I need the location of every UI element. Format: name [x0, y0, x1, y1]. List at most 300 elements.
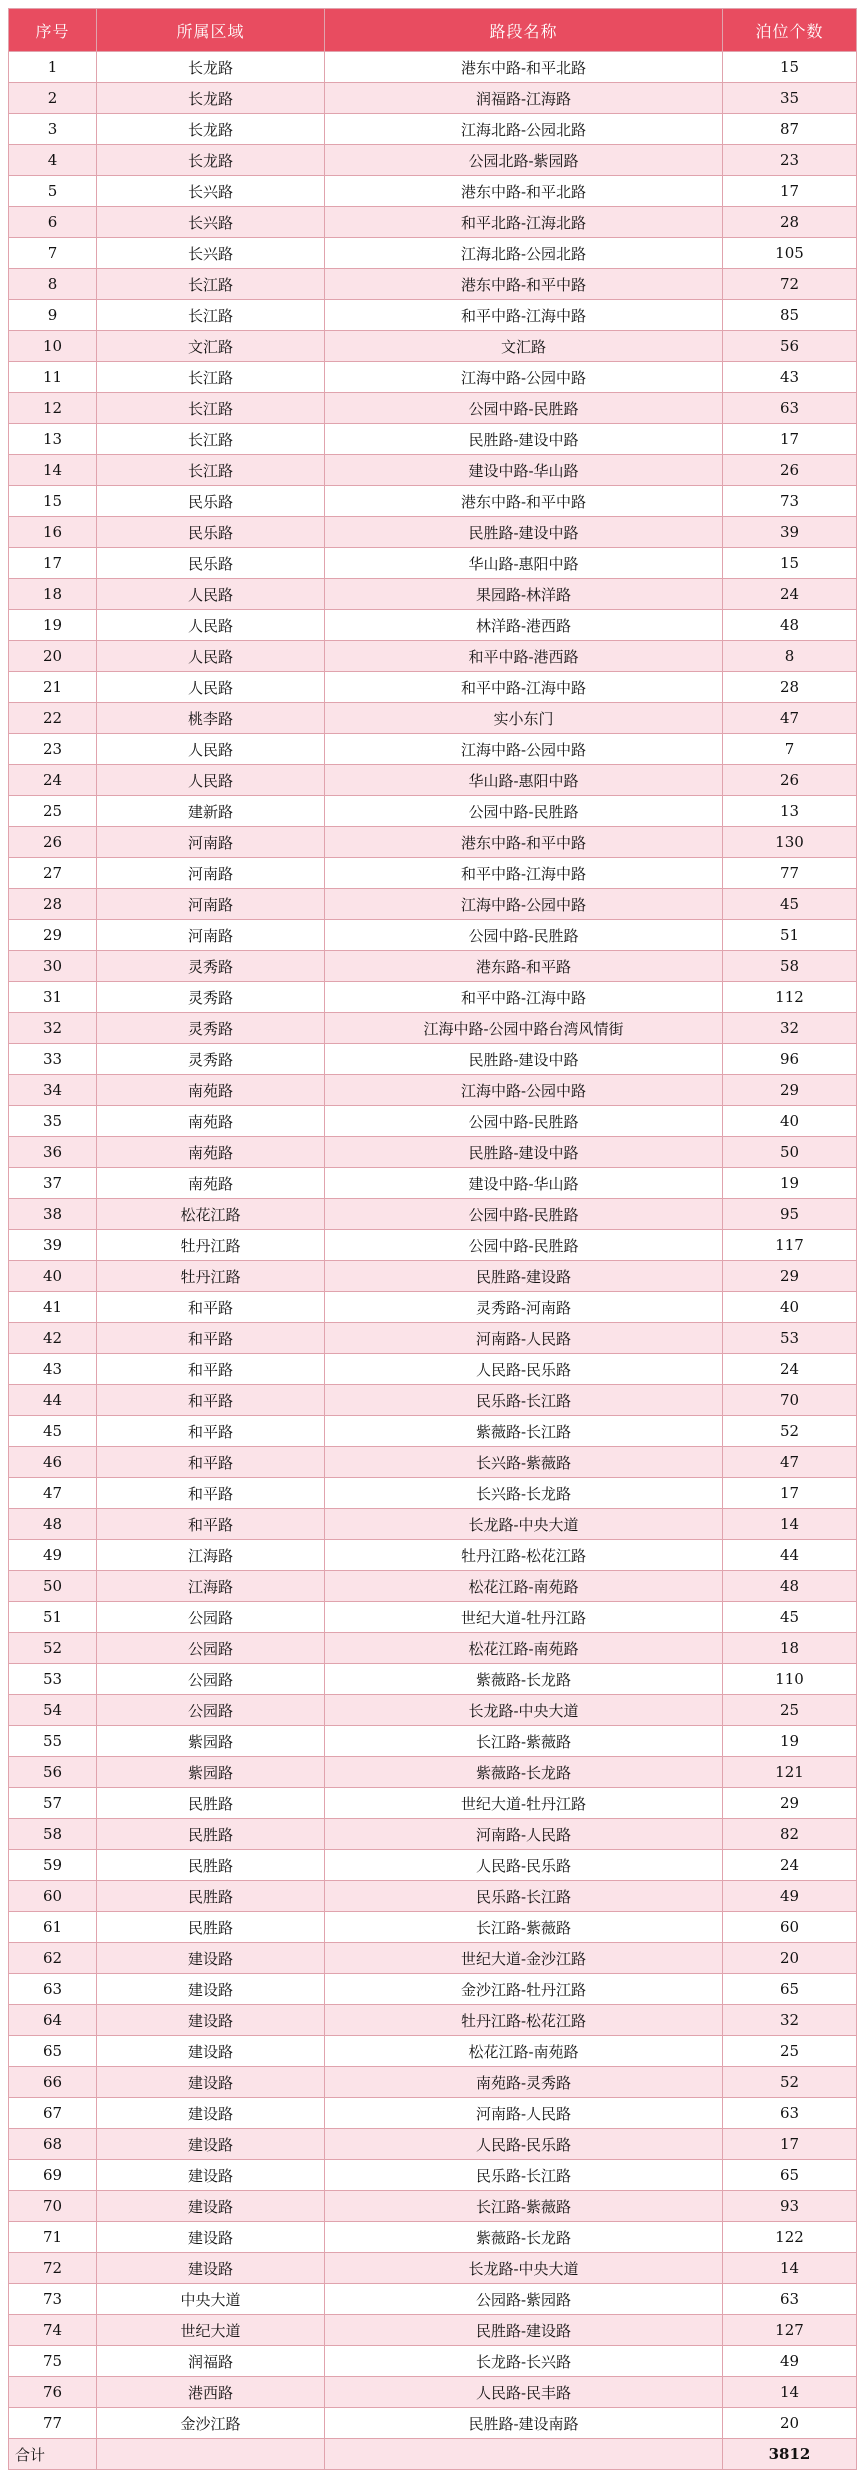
table-row: [9, 1943, 857, 1974]
cell-road-section: 河南路-人民路: [325, 2098, 723, 2129]
table-row: [9, 455, 857, 486]
cell-index: 62: [9, 1943, 97, 1974]
cell-index: 57: [9, 1788, 97, 1819]
table-row: [9, 1509, 857, 1540]
cell-area: 民乐路: [97, 548, 325, 579]
cell-road-section: 港东路-和平路: [325, 951, 723, 982]
cell-index: 34: [9, 1075, 97, 1106]
cell-berth-count: 32: [723, 2005, 857, 2036]
cell-road-section: 港东中路-和平中路: [325, 486, 723, 517]
cell-area: 和平路: [97, 1292, 325, 1323]
cell-index: 67: [9, 2098, 97, 2129]
cell-area: 建设路: [97, 2005, 325, 2036]
cell-index: 23: [9, 734, 97, 765]
cell-index: 70: [9, 2191, 97, 2222]
cell-road-section: 民胜路-建设中路: [325, 517, 723, 548]
header-area: 所属区域: [97, 9, 325, 52]
cell-road-section: 民胜路-建设南路: [325, 2408, 723, 2439]
cell-area: 长江路: [97, 269, 325, 300]
table-row: [9, 207, 857, 238]
cell-berth-count: 48: [723, 610, 857, 641]
cell-index: 65: [9, 2036, 97, 2067]
cell-road-section: 民乐路-长江路: [325, 2160, 723, 2191]
table-row: [9, 1478, 857, 1509]
cell-road-section: 世纪大道-牡丹江路: [325, 1788, 723, 1819]
cell-area: 建设路: [97, 2098, 325, 2129]
cell-area: 灵秀路: [97, 1044, 325, 1075]
cell-berth-count: 13: [723, 796, 857, 827]
table-row: [9, 641, 857, 672]
cell-berth-count: 47: [723, 703, 857, 734]
cell-index: 46: [9, 1447, 97, 1478]
cell-road-section: 长江路-紫薇路: [325, 1726, 723, 1757]
cell-berth-count: 14: [723, 2253, 857, 2284]
cell-area: 文汇路: [97, 331, 325, 362]
cell-index: 73: [9, 2284, 97, 2315]
cell-area: 建设路: [97, 2129, 325, 2160]
table-row: [9, 858, 857, 889]
table-row: [9, 2005, 857, 2036]
cell-road-section: 民胜路-建设中路: [325, 1137, 723, 1168]
cell-area: 公园路: [97, 1633, 325, 1664]
cell-index: 74: [9, 2315, 97, 2346]
cell-area: 建设路: [97, 2222, 325, 2253]
cell-berth-count: 19: [723, 1168, 857, 1199]
cell-road-section: 江海北路-公园北路: [325, 238, 723, 269]
cell-index: 35: [9, 1106, 97, 1137]
cell-index: 37: [9, 1168, 97, 1199]
cell-road-section: 港东中路-和平北路: [325, 176, 723, 207]
cell-index: 63: [9, 1974, 97, 2005]
cell-area: 建设路: [97, 2036, 325, 2067]
cell-index: 25: [9, 796, 97, 827]
cell-area: 长兴路: [97, 238, 325, 269]
cell-area: 长江路: [97, 300, 325, 331]
table-row: [9, 300, 857, 331]
cell-berth-count: 18: [723, 1633, 857, 1664]
cell-road-section: 和平中路-江海中路: [325, 982, 723, 1013]
cell-berth-count: 60: [723, 1912, 857, 1943]
cell-berth-count: 122: [723, 2222, 857, 2253]
cell-area: 灵秀路: [97, 951, 325, 982]
cell-index: 15: [9, 486, 97, 517]
table-row: [9, 2284, 857, 2315]
cell-road-section: 民胜路-建设路: [325, 1261, 723, 1292]
cell-road-section: 港东中路-和平北路: [325, 52, 723, 83]
cell-road-section: 长兴路-长龙路: [325, 1478, 723, 1509]
cell-area: 和平路: [97, 1478, 325, 1509]
cell-road-section: 松花江路-南苑路: [325, 1571, 723, 1602]
cell-road-section: 松花江路-南苑路: [325, 1633, 723, 1664]
cell-index: 77: [9, 2408, 97, 2439]
cell-area: 人民路: [97, 641, 325, 672]
cell-berth-count: 29: [723, 1261, 857, 1292]
cell-area: 民乐路: [97, 517, 325, 548]
cell-road-section: 人民路-民乐路: [325, 1354, 723, 1385]
cell-area: 和平路: [97, 1416, 325, 1447]
cell-area: 中央大道: [97, 2284, 325, 2315]
cell-road-section: 紫薇路-长江路: [325, 1416, 723, 1447]
cell-index: 55: [9, 1726, 97, 1757]
table-row: [9, 114, 857, 145]
cell-index: 13: [9, 424, 97, 455]
table-row: [9, 1757, 857, 1788]
cell-index: 27: [9, 858, 97, 889]
cell-index: 20: [9, 641, 97, 672]
table-row: [9, 1974, 857, 2005]
cell-area: 建设路: [97, 1943, 325, 1974]
cell-berth-count: 72: [723, 269, 857, 300]
cell-road-section: 公园中路-民胜路: [325, 1199, 723, 1230]
cell-index: 40: [9, 1261, 97, 1292]
cell-area: 建设路: [97, 2253, 325, 2284]
cell-index: 22: [9, 703, 97, 734]
cell-berth-count: 45: [723, 889, 857, 920]
cell-index: 75: [9, 2346, 97, 2377]
cell-berth-count: 112: [723, 982, 857, 1013]
table-row: [9, 1354, 857, 1385]
table-row: [9, 1230, 857, 1261]
cell-area: 牡丹江路: [97, 1261, 325, 1292]
table-row: [9, 2160, 857, 2191]
cell-berth-count: 19: [723, 1726, 857, 1757]
cell-index: 61: [9, 1912, 97, 1943]
cell-area: 长龙路: [97, 145, 325, 176]
cell-berth-count: 95: [723, 1199, 857, 1230]
cell-berth-count: 52: [723, 2067, 857, 2098]
cell-road-section: 和平北路-江海北路: [325, 207, 723, 238]
cell-berth-count: 87: [723, 114, 857, 145]
cell-road-section: 华山路-惠阳中路: [325, 765, 723, 796]
table-row: [9, 1664, 857, 1695]
table-row: [9, 1540, 857, 1571]
cell-road-section: 江海中路-公园中路: [325, 889, 723, 920]
cell-index: 10: [9, 331, 97, 362]
cell-road-section: 果园路-林洋路: [325, 579, 723, 610]
cell-area: 松花江路: [97, 1199, 325, 1230]
cell-index: 58: [9, 1819, 97, 1850]
cell-berth-count: 14: [723, 1509, 857, 1540]
cell-berth-count: 17: [723, 424, 857, 455]
cell-area: 长兴路: [97, 176, 325, 207]
cell-area: 河南路: [97, 889, 325, 920]
cell-index: 12: [9, 393, 97, 424]
cell-road-section: 紫薇路-长龙路: [325, 2222, 723, 2253]
cell-area: 公园路: [97, 1664, 325, 1695]
cell-berth-count: 25: [723, 2036, 857, 2067]
cell-berth-count: 58: [723, 951, 857, 982]
cell-area: 长龙路: [97, 52, 325, 83]
cell-area: 公园路: [97, 1695, 325, 1726]
table-row: [9, 1168, 857, 1199]
cell-index: 54: [9, 1695, 97, 1726]
cell-road-section: 灵秀路-河南路: [325, 1292, 723, 1323]
cell-index: 7: [9, 238, 97, 269]
table-row: [9, 238, 857, 269]
cell-area: 长龙路: [97, 114, 325, 145]
cell-index: 45: [9, 1416, 97, 1447]
table-row: [9, 765, 857, 796]
cell-berth-count: 17: [723, 2129, 857, 2160]
cell-berth-count: 49: [723, 2346, 857, 2377]
cell-area: 和平路: [97, 1323, 325, 1354]
table-row: [9, 2408, 857, 2439]
table-row: [9, 2129, 857, 2160]
cell-index: 18: [9, 579, 97, 610]
cell-index: 38: [9, 1199, 97, 1230]
cell-road-section: 润福路-江海路: [325, 83, 723, 114]
cell-road-section: 公园路-紫园路: [325, 2284, 723, 2315]
cell-berth-count: 56: [723, 331, 857, 362]
cell-road-section: 河南路-人民路: [325, 1323, 723, 1354]
table-row: [9, 982, 857, 1013]
cell-road-section: 长江路-紫薇路: [325, 1912, 723, 1943]
table-row: [9, 889, 857, 920]
cell-area: 民胜路: [97, 1912, 325, 1943]
cell-index: 24: [9, 765, 97, 796]
cell-berth-count: 28: [723, 207, 857, 238]
cell-road-section: 和平中路-江海中路: [325, 858, 723, 889]
cell-area: 河南路: [97, 858, 325, 889]
table-row: [9, 2253, 857, 2284]
cell-area: 公园路: [97, 1602, 325, 1633]
cell-berth-count: 32: [723, 1013, 857, 1044]
cell-area: 世纪大道: [97, 2315, 325, 2346]
cell-berth-count: 82: [723, 1819, 857, 1850]
cell-index: 53: [9, 1664, 97, 1695]
table-row: [9, 796, 857, 827]
cell-berth-count: 15: [723, 52, 857, 83]
cell-road-section: 江海中路-公园中路台湾风情街: [325, 1013, 723, 1044]
table-row: [9, 1602, 857, 1633]
cell-index: 49: [9, 1540, 97, 1571]
table-row: [9, 52, 857, 83]
table-row: [9, 1726, 857, 1757]
table-row: [9, 1416, 857, 1447]
cell-berth-count: 25: [723, 1695, 857, 1726]
cell-road-section: 公园中路-民胜路: [325, 1106, 723, 1137]
table-row: [9, 1819, 857, 1850]
total-empty-cell: [97, 2439, 325, 2470]
cell-index: 30: [9, 951, 97, 982]
cell-berth-count: 17: [723, 176, 857, 207]
cell-index: 14: [9, 455, 97, 486]
cell-area: 长江路: [97, 393, 325, 424]
table-row: [9, 1571, 857, 1602]
cell-berth-count: 47: [723, 1447, 857, 1478]
cell-road-section: 实小东门: [325, 703, 723, 734]
table-row: [9, 2377, 857, 2408]
cell-area: 牡丹江路: [97, 1230, 325, 1261]
table-row: [9, 269, 857, 300]
cell-berth-count: 23: [723, 145, 857, 176]
cell-road-section: 民胜路-建设中路: [325, 424, 723, 455]
cell-berth-count: 130: [723, 827, 857, 858]
cell-area: 建设路: [97, 2067, 325, 2098]
cell-berth-count: 117: [723, 1230, 857, 1261]
table-row: [9, 2191, 857, 2222]
cell-road-section: 长龙路-中央大道: [325, 2253, 723, 2284]
cell-road-section: 公园中路-民胜路: [325, 393, 723, 424]
cell-area: 紫园路: [97, 1726, 325, 1757]
table-row: [9, 1788, 857, 1819]
cell-index: 44: [9, 1385, 97, 1416]
cell-road-section: 港东中路-和平中路: [325, 269, 723, 300]
cell-berth-count: 53: [723, 1323, 857, 1354]
header-index: 序号: [9, 9, 97, 52]
cell-berth-count: 29: [723, 1788, 857, 1819]
cell-berth-count: 43: [723, 362, 857, 393]
cell-area: 和平路: [97, 1385, 325, 1416]
cell-road-section: 公园中路-民胜路: [325, 1230, 723, 1261]
cell-berth-count: 63: [723, 393, 857, 424]
cell-area: 河南路: [97, 920, 325, 951]
cell-berth-count: 93: [723, 2191, 857, 2222]
table-row: [9, 1292, 857, 1323]
cell-index: 69: [9, 2160, 97, 2191]
cell-index: 51: [9, 1602, 97, 1633]
cell-index: 41: [9, 1292, 97, 1323]
cell-road-section: 人民路-民乐路: [325, 1850, 723, 1881]
cell-berth-count: 20: [723, 2408, 857, 2439]
table-row: [9, 83, 857, 114]
cell-area: 和平路: [97, 1354, 325, 1385]
cell-area: 建新路: [97, 796, 325, 827]
cell-index: 68: [9, 2129, 97, 2160]
table-row: [9, 486, 857, 517]
cell-area: 民胜路: [97, 1788, 325, 1819]
cell-area: 建设路: [97, 1974, 325, 2005]
table-row: [9, 1912, 857, 1943]
table-row: [9, 1447, 857, 1478]
cell-index: 6: [9, 207, 97, 238]
table-row: [9, 1013, 857, 1044]
cell-road-section: 江海中路-公园中路: [325, 362, 723, 393]
cell-area: 南苑路: [97, 1075, 325, 1106]
cell-index: 17: [9, 548, 97, 579]
cell-index: 26: [9, 827, 97, 858]
table-row: [9, 548, 857, 579]
cell-berth-count: 48: [723, 1571, 857, 1602]
header-berth-count: 泊位个数: [723, 9, 857, 52]
cell-road-section: 南苑路-灵秀路: [325, 2067, 723, 2098]
table-row: [9, 2067, 857, 2098]
cell-area: 民胜路: [97, 1881, 325, 1912]
cell-area: 港西路: [97, 2377, 325, 2408]
cell-berth-count: 7: [723, 734, 857, 765]
cell-berth-count: 65: [723, 2160, 857, 2191]
cell-area: 紫园路: [97, 1757, 325, 1788]
cell-road-section: 世纪大道-金沙江路: [325, 1943, 723, 1974]
header-road-section: 路段名称: [325, 9, 723, 52]
cell-road-section: 牡丹江路-松花江路: [325, 2005, 723, 2036]
cell-berth-count: 24: [723, 1354, 857, 1385]
cell-area: 人民路: [97, 579, 325, 610]
table-row: [9, 2315, 857, 2346]
table-row: [9, 734, 857, 765]
cell-berth-count: 26: [723, 765, 857, 796]
table-row: [9, 393, 857, 424]
cell-berth-count: 70: [723, 1385, 857, 1416]
table-row: [9, 1881, 857, 1912]
total-empty-cell: [325, 2439, 723, 2470]
parking-berth-table: [8, 8, 857, 2470]
table-row: [9, 920, 857, 951]
cell-berth-count: 105: [723, 238, 857, 269]
cell-road-section: 林洋路-港西路: [325, 610, 723, 641]
cell-area: 民胜路: [97, 1819, 325, 1850]
table-row: [9, 362, 857, 393]
cell-area: 江海路: [97, 1571, 325, 1602]
cell-road-section: 和平中路-江海中路: [325, 300, 723, 331]
cell-road-section: 世纪大道-牡丹江路: [325, 1602, 723, 1633]
cell-index: 42: [9, 1323, 97, 1354]
cell-area: 人民路: [97, 610, 325, 641]
cell-index: 8: [9, 269, 97, 300]
cell-road-section: 紫薇路-长龙路: [325, 1757, 723, 1788]
cell-index: 9: [9, 300, 97, 331]
cell-road-section: 和平中路-港西路: [325, 641, 723, 672]
cell-road-section: 公园北路-紫园路: [325, 145, 723, 176]
cell-road-section: 人民路-民丰路: [325, 2377, 723, 2408]
table-row: [9, 1137, 857, 1168]
cell-berth-count: 28: [723, 672, 857, 703]
cell-index: 39: [9, 1230, 97, 1261]
cell-index: 16: [9, 517, 97, 548]
cell-road-section: 人民路-民乐路: [325, 2129, 723, 2160]
cell-road-section: 江海北路-公园北路: [325, 114, 723, 145]
cell-road-section: 长江路-紫薇路: [325, 2191, 723, 2222]
cell-road-section: 和平中路-江海中路: [325, 672, 723, 703]
cell-berth-count: 63: [723, 2284, 857, 2315]
table-row: [9, 2098, 857, 2129]
table-row: [9, 672, 857, 703]
cell-area: 长江路: [97, 424, 325, 455]
cell-index: 50: [9, 1571, 97, 1602]
table-row: [9, 827, 857, 858]
cell-road-section: 华山路-惠阳中路: [325, 548, 723, 579]
cell-area: 长龙路: [97, 83, 325, 114]
cell-berth-count: 24: [723, 579, 857, 610]
cell-road-section: 长龙路-长兴路: [325, 2346, 723, 2377]
table-row: [9, 424, 857, 455]
cell-area: 南苑路: [97, 1106, 325, 1137]
table-row: [9, 1695, 857, 1726]
table-row: [9, 1106, 857, 1137]
cell-index: 66: [9, 2067, 97, 2098]
table-row: [9, 176, 857, 207]
cell-berth-count: 121: [723, 1757, 857, 1788]
cell-berth-count: 51: [723, 920, 857, 951]
cell-road-section: 牡丹江路-松花江路: [325, 1540, 723, 1571]
cell-road-section: 民乐路-长江路: [325, 1385, 723, 1416]
total-label: 合计: [9, 2439, 97, 2470]
cell-index: 60: [9, 1881, 97, 1912]
cell-berth-count: 96: [723, 1044, 857, 1075]
cell-index: 76: [9, 2377, 97, 2408]
cell-area: 河南路: [97, 827, 325, 858]
table-header-row: [9, 9, 857, 52]
cell-index: 47: [9, 1478, 97, 1509]
cell-berth-count: 45: [723, 1602, 857, 1633]
table-row: [9, 331, 857, 362]
cell-berth-count: 35: [723, 83, 857, 114]
table-body: [9, 52, 857, 2439]
cell-road-section: 松花江路-南苑路: [325, 2036, 723, 2067]
table-row: [9, 1044, 857, 1075]
cell-berth-count: 40: [723, 1292, 857, 1323]
table-row: [9, 1261, 857, 1292]
